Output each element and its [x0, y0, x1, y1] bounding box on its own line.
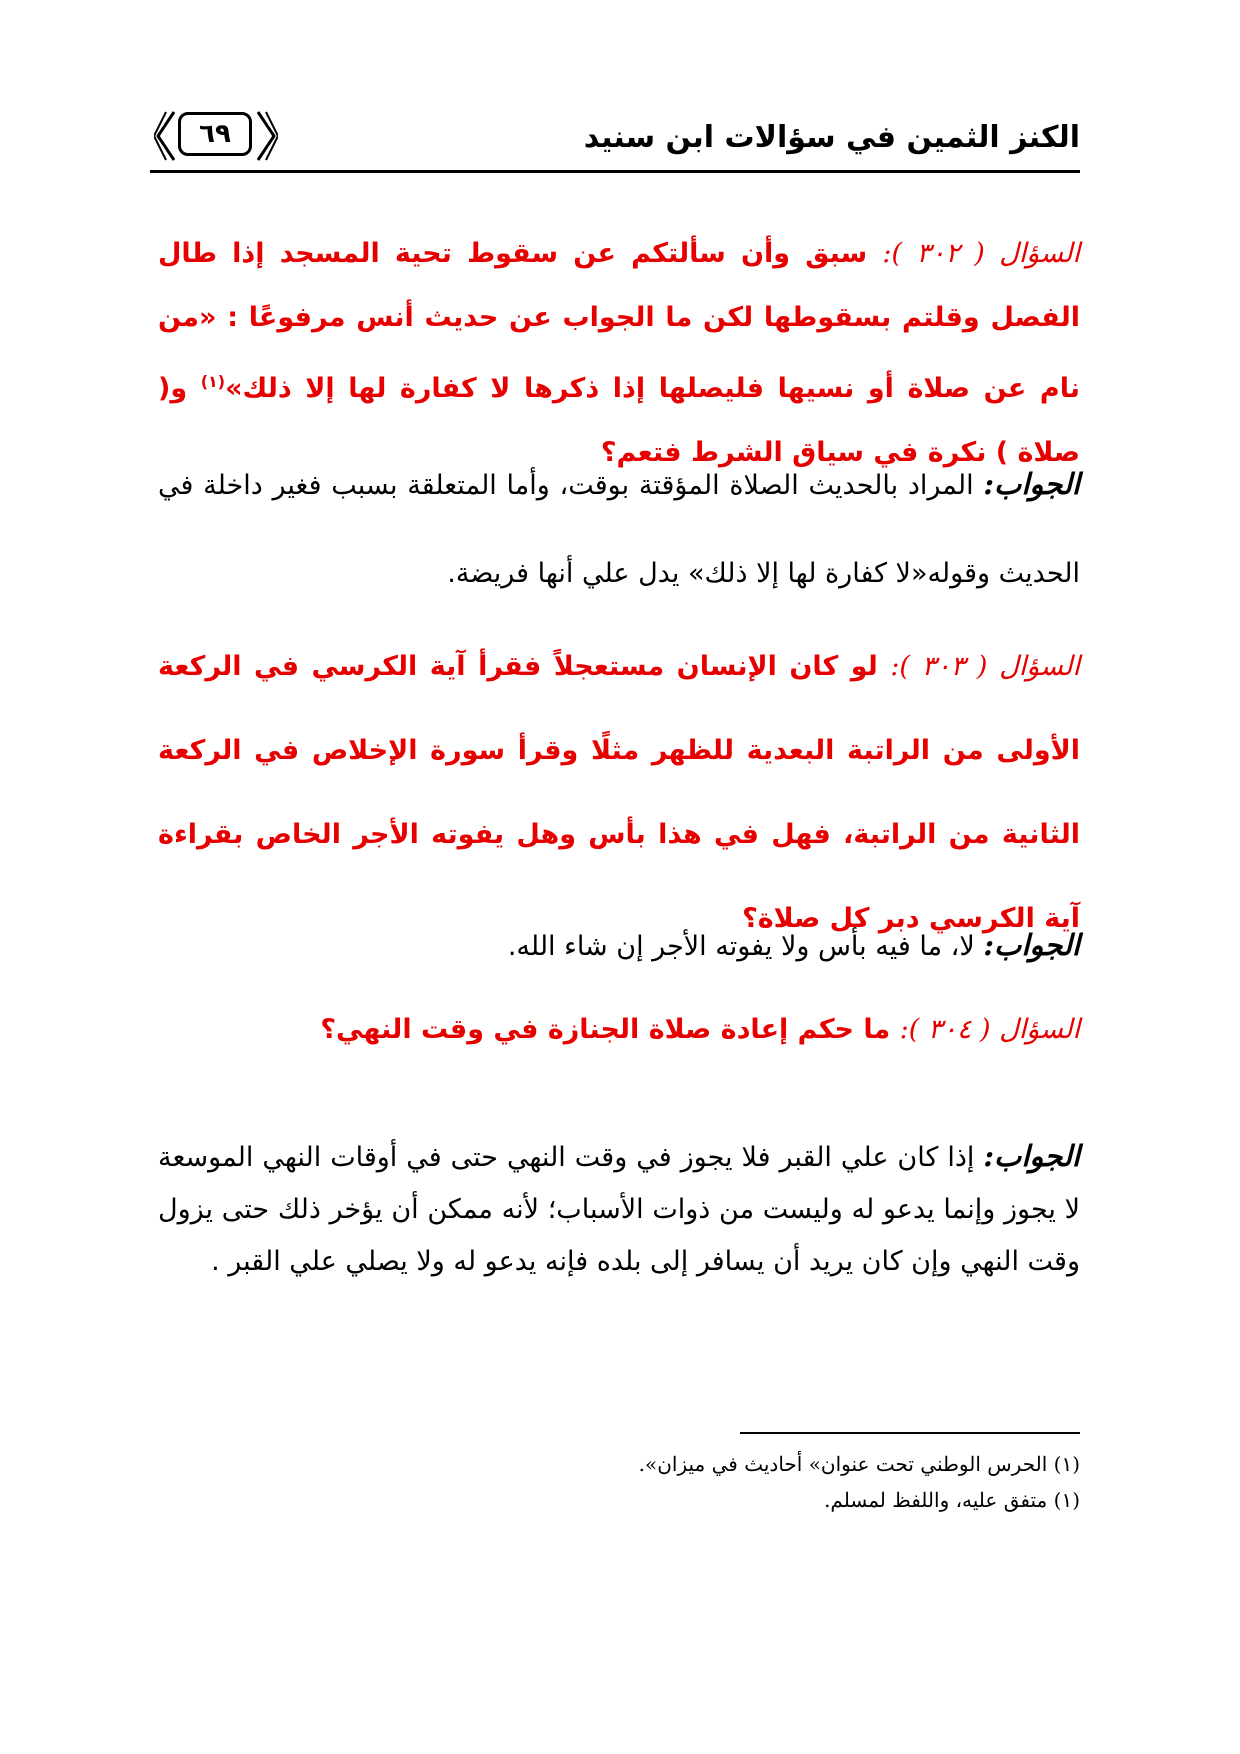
answer-label: الجواب:: [983, 928, 1080, 962]
book-title: الكنز الثمين في سؤالات ابن سنيد: [583, 120, 1080, 155]
footnote-2: (١) متفق عليه، واللفظ لمسلم.: [824, 1488, 1080, 1512]
answer-303: [158, 920, 1080, 972]
page-number-badge: [154, 110, 280, 162]
question-text: سبق وأن سألتكم عن سقوط تحية المسجد إذا طال الفصل وقلتم بسقوطها لكن ما الجواب عن حديث أنس مرفوعًا : «من نام عن صلاة أو نسيها فليصلها إذا ذكرها لا كفارة لها إلا ذلك»: [158, 238, 1080, 404]
question-label: السؤال ( ٣٠٢ ):: [882, 238, 1081, 269]
answer-text: إذا كان علي القبر فلا يجوز في وقت النهي حتى في أوقات النهي الموسعة لا يجوز وإنما يدعو له وليست من ذوات الأسباب؛ لأنه ممكن أن يؤخر ذلك حتى يزول وقت النهي وإن كان يريد أن يسافر إلى بلده فإنه يدعو له ولا يصلي علي القبر .: [158, 1142, 1080, 1277]
page-number: ٦٩: [178, 112, 252, 156]
question-303: [158, 625, 1080, 961]
footnote-1: (١) الحرس الوطني تحت عنوان» أحاديث في ميزان».: [638, 1452, 1080, 1476]
header-rule: [150, 170, 1080, 173]
left-bracket-ornament-icon: [154, 110, 178, 162]
answer-label: الجواب:: [983, 467, 1080, 501]
question-304: [158, 1005, 1080, 1055]
answer-label: الجواب:: [983, 1139, 1080, 1173]
question-text: ما حكم إعادة صلاة الجنازة في وقت النهي؟: [320, 1014, 900, 1045]
question-label: السؤال ( ٣٠٣ ):: [890, 651, 1080, 682]
answer-304: [158, 1130, 1080, 1288]
right-bracket-ornament-icon: [254, 110, 278, 162]
answer-302: [158, 440, 1080, 618]
question-label: السؤال ( ٣٠٤ ):: [899, 1014, 1080, 1045]
answer-text: لا، ما فيه بأس ولا يفوته الأجر إن شاء الله.: [507, 931, 984, 962]
footnote-marker: (١): [200, 372, 226, 391]
page-header: [150, 110, 1080, 180]
question-text-continued: و( صلاة ) نكرة في سياق الشرط فتعم؟: [158, 373, 1080, 468]
answer-text: المراد بالحديث الصلاة المؤقتة بوقت، وأما المتعلقة بسبب فغير داخلة في الحديث وقوله«لا كفارة لها إلا ذلك» يدل علي أنها فريضة.: [158, 470, 1080, 589]
footnote-separator: [740, 1432, 1080, 1434]
question-text: لو كان الإنسان مستعجلاً فقرأ آية الكرسي في الركعة الأولى من الراتبة البعدية للظهر مثلًا وقرأ سورة الإخلاص في الركعة الثانية من الراتبة، فهل في هذا بأس وهل يفوته الأجر الخاص بقراءة آية الكرسي دبر كل صلاة؟: [158, 651, 1080, 934]
